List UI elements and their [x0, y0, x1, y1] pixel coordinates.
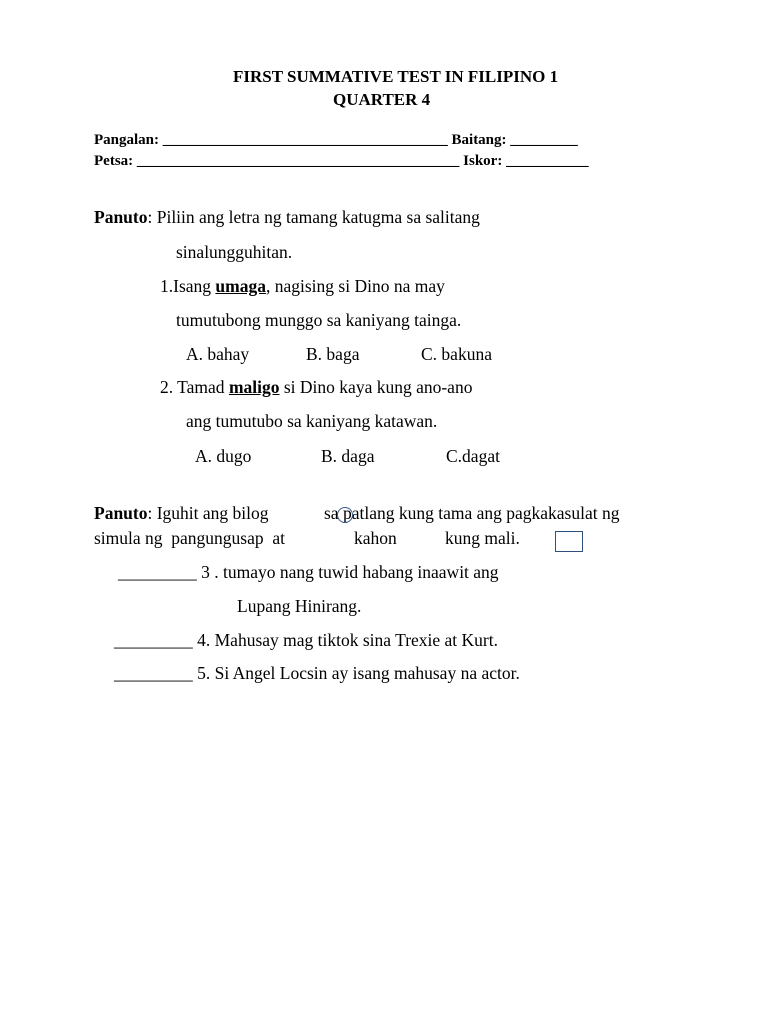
grade-label: Baitang: — [447, 132, 511, 148]
name-field[interactable]: ______________________________________ — [162, 132, 448, 148]
panuto-text: : Piliin ang letra ng tamang katugma sa salitang — [147, 207, 480, 227]
item-3: _________ 3 . tumayo nang tuwid habang inaawit ang — [118, 562, 499, 582]
box-shape-icon — [555, 531, 583, 552]
part2-line2-b: kahon — [354, 528, 397, 548]
part1-instruction — [94, 207, 480, 228]
item-3-cont: Lupang Hinirang. — [237, 596, 362, 616]
q1-choice-c[interactable]: C. bakuna — [421, 344, 492, 364]
date-field[interactable]: ___________________________________________ — [136, 153, 460, 169]
question-1: 1.Isang umaga, nagising si Dino na may — [160, 276, 445, 296]
date-label: Petsa: — [94, 153, 137, 169]
question-2: 2. Tamad maligo si Dino kaya kung ano-ano — [160, 377, 473, 397]
question-1-cont: tumutubong munggo sa kaniyang tainga. — [176, 310, 462, 330]
q1-choice-b[interactable]: B. baga — [306, 344, 360, 364]
date-row — [94, 153, 589, 170]
q2-choice-b[interactable]: B. daga — [321, 446, 375, 466]
panuto-label-2: Panuto — [94, 503, 148, 523]
part2-line2-c: kung mali. — [445, 528, 520, 548]
question-2-cont: ang tumutubo sa kaniyang katawan. — [186, 411, 438, 431]
grade-field[interactable]: _________ — [510, 132, 578, 148]
name-label: Pangalan: — [94, 132, 163, 148]
q2-choice-a[interactable]: A. dugo — [195, 446, 252, 466]
quarter-label: QUARTER 4 — [333, 90, 431, 109]
part2-instruction-a: Panuto: Iguhit ang bilog — [94, 503, 269, 523]
q2-underlined-word: maligo — [228, 377, 280, 397]
item-4: _________ 4. Mahusay mag tiktok sina Trexie at Kurt. — [114, 630, 499, 650]
circle-shape-icon — [337, 507, 353, 523]
part2-line2-a: simula ng pangungusap at — [94, 528, 286, 548]
item-5-blank[interactable]: _________ — [114, 663, 193, 683]
q2-choice-c[interactable]: C.dagat — [446, 446, 500, 466]
item-3-blank[interactable]: _________ — [118, 562, 197, 582]
name-row — [94, 132, 578, 149]
q1-choice-a[interactable]: A. bahay — [186, 344, 250, 364]
panuto-label: Panuto — [94, 207, 148, 227]
score-field[interactable]: ___________ — [506, 153, 589, 169]
test-title: FIRST SUMMATIVE TEST IN FILIPINO 1 — [233, 67, 559, 86]
part2-instruction-b: sa patlang kung tama ang pagkakasulat ng — [324, 503, 620, 523]
item-4-blank[interactable]: _________ — [114, 630, 193, 650]
item-5: _________ 5. Si Angel Locsin ay isang mahusay na actor. — [114, 663, 520, 683]
part1-instruction-cont: sinalungguhitan. — [176, 242, 293, 262]
q1-underlined-word: umaga — [215, 276, 266, 296]
score-label: Iskor: — [459, 153, 507, 169]
